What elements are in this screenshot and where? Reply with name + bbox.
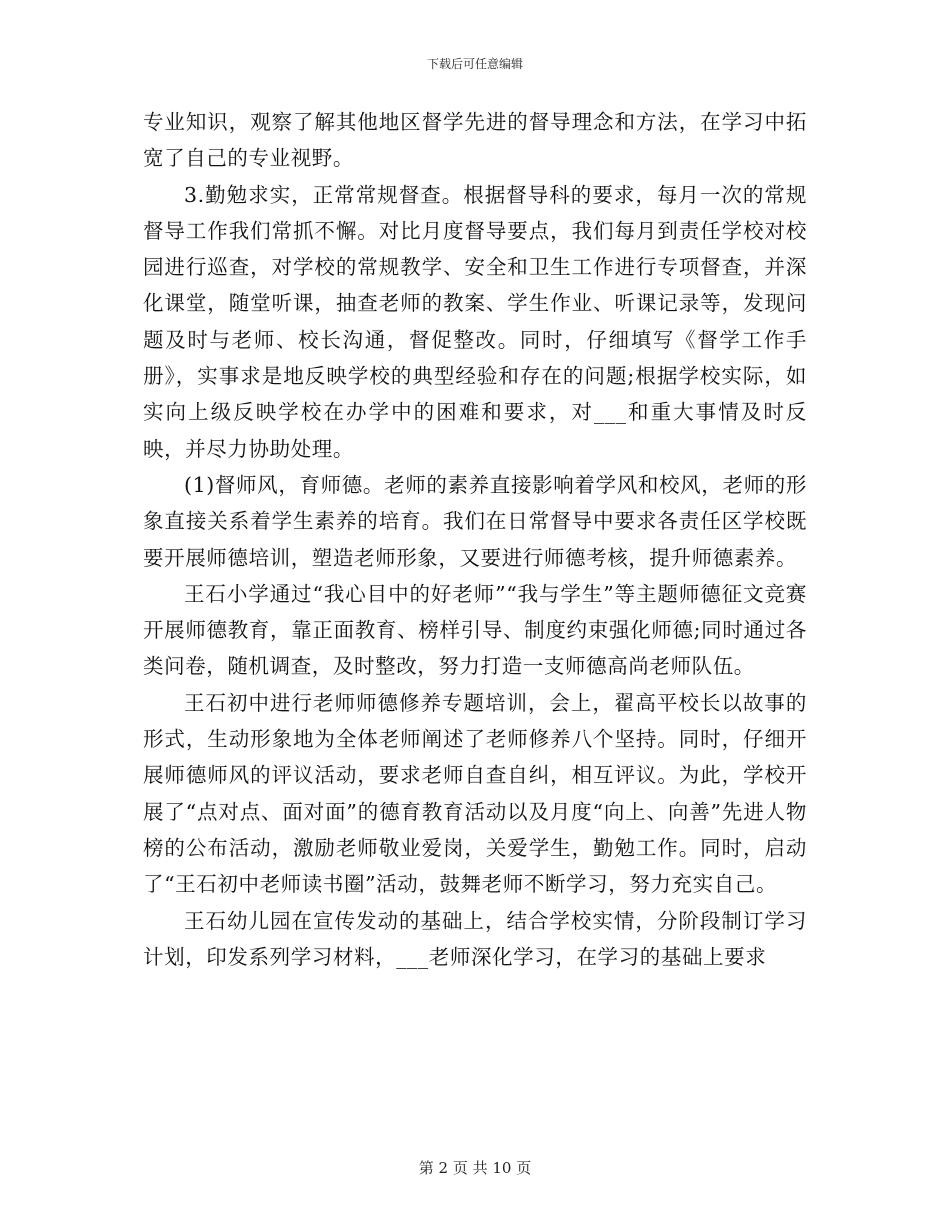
paragraph-1: 专业知识，观察了解其他地区督学先进的督导理念和方法，在学习中拓宽了自己的专业视野。 (143, 110, 807, 171)
paragraph-6: 王石幼儿园在宣传发动的基础上，结合学校实情，分阶段制订学习计划，印发系列学习材料，___老师深化学习，在学习的基础上要求 (143, 908, 807, 969)
paragraph-3: (1)督师风，育师德。老师的素养直接影响着学风和校风，老师的形象直接关系着学生素养的培育。我们在日常督导中要求各责任区学校既要开展师德培训，塑造老师形象，又要进行师德考核，提升师德素养。 (143, 472, 807, 570)
paragraph-5: 王石初中进行老师师德修养专题培训，会上，翟高平校长以故事的形式，生动形象地为全体老师阐述了老师修养八个坚持。同时，仔细开展师德师风的评议活动，要求老师自查自纠，相互评议。为此，学校开展了“点对点、面对面”的德育教育活动以及月度“向上、向善”先进人物榜的公布活动，激励老师敬业爱岗，关爱学生，勤勉工作。同时，启动了“王石初中老师读书圈”活动，鼓舞老师不断学习，努力充实自己。 (143, 690, 807, 897)
paragraph-4: 王石小学通过“我心目中的好老师”“我与学生”等主题师德征文竞赛开展师德教育，靠正面教育、榜样引导、制度约束强化师德;同时通过各类问卷，随机调查，及时整改，努力打造一支师德高尚老师队伍。 (143, 581, 807, 679)
page-footer: 第 2 页 共 10 页 (418, 1159, 532, 1177)
page-header: 下载后可任意编辑 (426, 57, 523, 71)
paragraph-2: 3.勤勉求实，正常常规督查。根据督导科的要求，每月一次的常规督导工作我们常抓不懈。对比月度督导要点，我们每月到责任学校对校园进行巡查，对学校的常规教学、安全和卫生工作进行专项督查，并深化课堂，随堂听课，抽查老师的教案、学生作业、听课记录等，发现问题及时与老师、校长沟通，督促整改。同时，仔细填写《督学工作手册》，实事求是地反映学校的典型经验和存在的问题;根据学校实际，如实向上级反映学校在办学中的困难和要求，对___和重大事情及时反映，并尽力协助处理。 (143, 182, 807, 461)
document-body (143, 104, 807, 975)
